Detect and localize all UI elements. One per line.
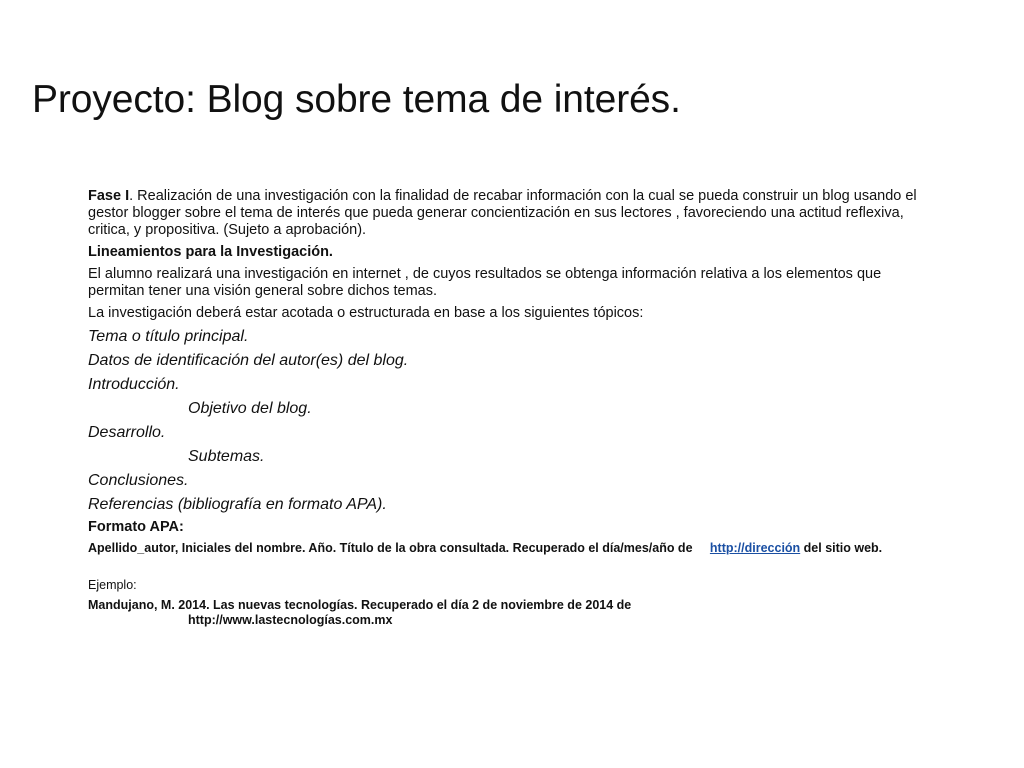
apa-template-text: Apellido_autor, Iniciales del nombre. Año. Título de la obra consultada. Recuperado el día/mes/año de	[88, 541, 693, 555]
topic-datos: Datos de identificación del autor(es) del blog.	[88, 352, 409, 369]
fase-label: Fase I	[88, 188, 130, 204]
slide-title: Proyecto: Blog sobre tema de interés.	[32, 78, 681, 121]
slide-body	[88, 188, 938, 633]
topic-subtemas: Subtemas.	[188, 448, 265, 465]
fase-paragraph	[88, 188, 938, 239]
topic-objetivo: Objetivo del blog.	[188, 400, 312, 417]
topic-introduccion: Introducción.	[88, 376, 180, 393]
formato-heading: Formato APA:	[88, 519, 184, 535]
fase-text: . Realización de una investigación con la finalidad de recabar información con la cual se pueda construir un blog usando el gestor blogger sobre el tema de interés que pueda generar concientización en sus lectores , favoreciendo una actitud reflexiva, critica, y propositiva. (Sujeto a aprobación).	[88, 188, 917, 238]
apa-template	[88, 541, 938, 556]
lineamientos-heading: Lineamientos para la Investigación.	[88, 244, 333, 260]
apa-template-end: del sitio web.	[803, 541, 883, 555]
topic-tema: Tema o título principal.	[88, 328, 249, 345]
ejemplo-reference	[88, 598, 938, 628]
structure-paragraph: La investigación deberá estar acotada o estructurada en base a los siguientes tópicos:	[88, 305, 644, 321]
topic-referencias: Referencias (bibliografía en formato APA).	[88, 496, 387, 513]
apa-template-link[interactable]: http://dirección	[709, 541, 801, 555]
section-spacer	[88, 561, 938, 578]
topic-conclusiones: Conclusiones.	[88, 472, 189, 489]
ejemplo-label: Ejemplo:	[88, 578, 137, 592]
ejemplo-text: Mandujano, M. 2014. Las nuevas tecnologías. Recuperado el día 2 de noviembre de 2014 de	[88, 598, 632, 612]
ejemplo-url: http://www.lastecnologías.com.mx	[188, 613, 393, 627]
topic-desarrollo: Desarrollo.	[88, 424, 166, 441]
investigation-paragraph: El alumno realizará una investigación en internet , de cuyos resultados se obtenga información relativa a los elementos que permitan tener una visión general sobre dichos temas.	[88, 266, 882, 299]
